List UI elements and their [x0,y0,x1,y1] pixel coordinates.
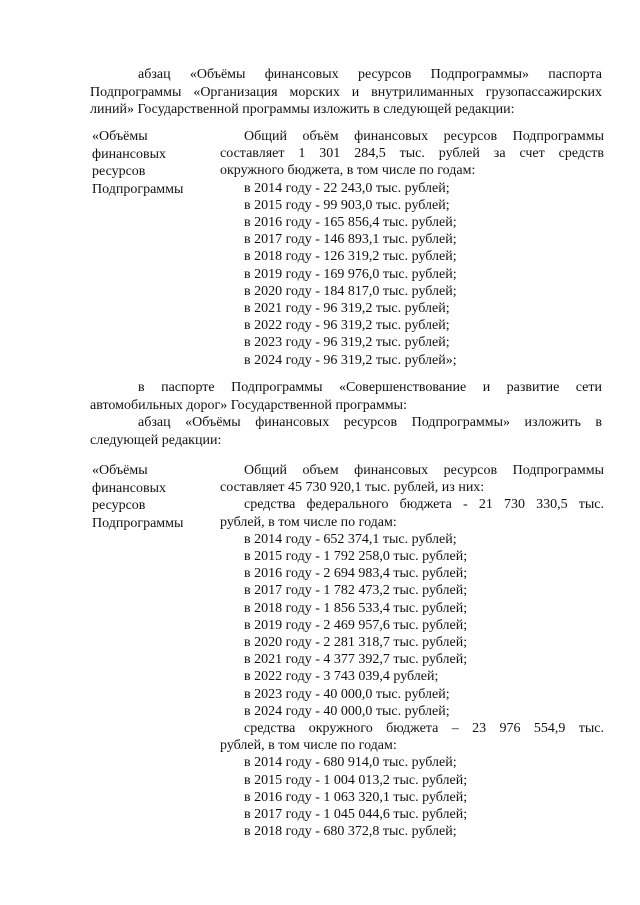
label-line: ресурсов [92,498,146,513]
year-line: в 2014 году - 652 374,1 тыс. рублей; [244,531,457,547]
year-line: в 2020 году - 2 281 318,7 тыс. рублей; [244,635,468,651]
intro-line: окружного бюджета, в том числе по годам: [220,163,476,179]
year-line: в 2019 году - 2 469 957,6 тыс. рублей; [244,617,468,633]
year-line: в 2021 году - 96 319,2 тыс. рублей; [244,301,450,317]
year-line: в 2018 году - 126 319,2 тыс. рублей; [244,249,457,265]
year-line: в 2015 году - 99 903,0 тыс. рублей; [244,197,450,213]
year-line: в 2020 году - 184 817,0 тыс. рублей; [244,283,457,299]
year-line: в 2024 году - 40 000,0 тыс. рублей; [244,703,450,719]
intro-line: составляет 45 730 920,1 тыс. рублей, из них: [220,480,485,496]
block-label [92,128,202,198]
label-line: «Объёмы [92,129,148,144]
label-line: «Объёмы [92,463,148,478]
year-line: в 2022 году - 96 319,2 тыс. рублей; [244,318,450,334]
intro-line: составляет 1 301 284,5 тыс. рублей за счет средств [220,146,604,162]
year-line: в 2015 году - 1 004 013,2 тыс. рублей; [244,772,468,788]
year-line: в 2018 году - 1 856 533,4 тыс. рублей; [244,600,468,616]
paragraph-line: Подпрограммы «Организация морских и внутрилиманных грузопассажирских [90,84,602,100]
label-line: финансовых [92,480,166,496]
okrug-intro-line: средства окружного бюджета – 23 976 554,9 тыс. [244,721,604,737]
paragraph-line: автомобильных дорог» Государственной программы: [90,397,407,413]
year-line: в 2017 году - 146 893,1 тыс. рублей; [244,232,457,248]
federal-intro-line: рублей, в том числе по годам: [220,514,397,530]
label-line: финансовых [92,146,166,162]
year-line: в 2023 году - 96 319,2 тыс. рублей; [244,335,450,351]
paragraph-line: в паспорте Подпрограммы «Совершенствование и развитие сети [138,380,602,395]
label-line: Подпрограммы [92,515,184,531]
year-line: в 2017 году - 1 045 044,6 тыс. рублей; [244,807,468,823]
label-line: Подпрограммы [92,181,184,197]
year-line: в 2019 году - 169 976,0 тыс. рублей; [244,266,457,282]
paragraph-line: следующей редакции: [90,432,222,448]
year-line: в 2016 году - 1 063 320,1 тыс. рублей; [244,789,468,805]
label-line: ресурсов [92,164,146,179]
block-label [92,462,202,532]
year-line: в 2022 году - 3 743 039,4 рублей; [244,669,439,685]
year-line: в 2024 году - 96 319,2 тыс. рублей»; [244,352,457,368]
year-line: в 2015 году - 1 792 258,0 тыс. рублей; [244,549,468,565]
block-content [220,128,604,369]
year-line: в 2017 году - 1 782 473,2 тыс. рублей; [244,583,468,599]
paragraph-3 [90,414,602,449]
okrug-intro-line: рублей, в том числе по годам: [220,738,397,754]
paragraph-2 [90,379,602,414]
paragraph-1 [90,66,602,119]
year-line: в 2018 году - 680 372,8 тыс. рублей; [244,824,457,840]
year-line: в 2014 году - 680 914,0 тыс. рублей; [244,755,457,771]
paragraph-line: линий» Государственной программы изложить в следующей редакции: [90,102,515,117]
intro-line: Общий объём финансовых ресурсов Подпрограммы [244,129,604,144]
paragraph-line: абзац «Объёмы финансовых ресурсов Подпрограммы» изложить в [138,415,602,430]
year-line: в 2016 году - 2 694 983,4 тыс. рублей; [244,566,468,582]
year-line: в 2014 году - 22 243,0 тыс. рублей; [244,180,450,196]
year-line: в 2016 году - 165 856,4 тыс. рублей; [244,215,457,231]
year-line: в 2023 году - 40 000,0 тыс. рублей; [244,686,450,702]
paragraph-line: абзац «Объёмы финансовых ресурсов Подпрограммы» паспорта [138,67,602,82]
federal-intro-line: средства федерального бюджета - 21 730 330,5 тыс. [244,497,604,513]
intro-line: Общий объем финансовых ресурсов Подпрограммы [244,463,604,478]
block-content [220,462,604,840]
year-line: в 2021 году - 4 377 392,7 тыс. рублей; [244,652,468,668]
